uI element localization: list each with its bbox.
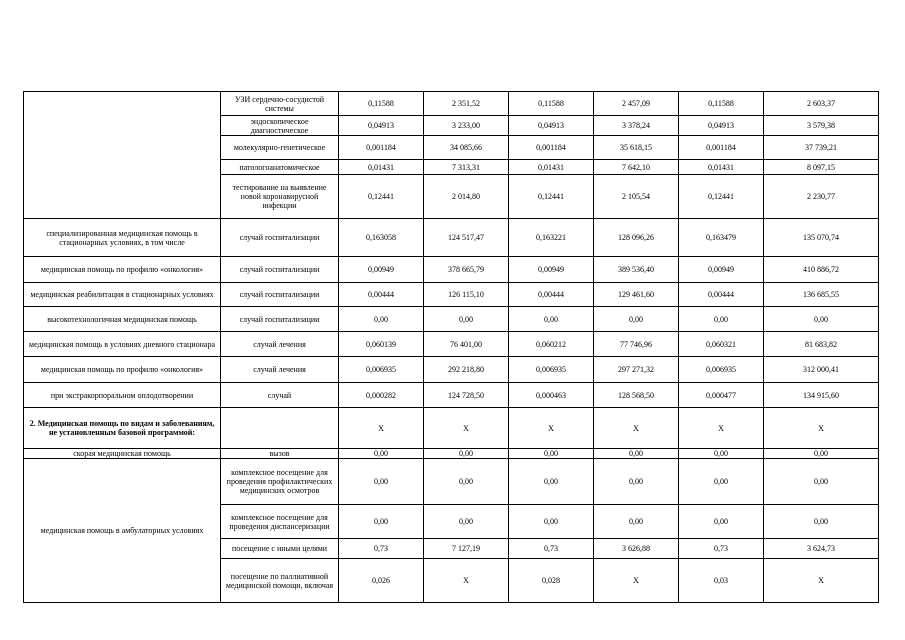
unit-cell: посещение по паллиативной медицинской помощи, включая bbox=[221, 559, 339, 603]
unit-cell: патологоанатомическое bbox=[221, 160, 339, 175]
table-row bbox=[24, 357, 879, 383]
medical-care-table bbox=[23, 91, 879, 603]
name-cell: медицинская помощь в амбулаторных условиях bbox=[24, 459, 221, 603]
value-cell: 0,006935 bbox=[509, 357, 594, 383]
value-cell: 0,00 bbox=[679, 459, 764, 505]
unit-cell: случай госпитализации bbox=[221, 219, 339, 257]
table-row bbox=[24, 257, 879, 283]
value-cell: 0,00 bbox=[509, 459, 594, 505]
table-row bbox=[24, 459, 879, 505]
value-cell: 0,12441 bbox=[339, 175, 424, 219]
value-cell: 8 097,15 bbox=[764, 160, 879, 175]
value-cell: 2 351,52 bbox=[424, 92, 509, 116]
value-cell: 0,11588 bbox=[509, 92, 594, 116]
name-cell: медицинская помощь в условиях дневного стационара bbox=[24, 332, 221, 357]
value-cell: 3 624,73 bbox=[764, 539, 879, 559]
value-cell: 0,00 bbox=[424, 459, 509, 505]
value-cell: X bbox=[594, 559, 679, 603]
value-cell: 0,00 bbox=[594, 459, 679, 505]
value-cell: 297 271,32 bbox=[594, 357, 679, 383]
value-cell: X bbox=[424, 408, 509, 449]
value-cell: 0,01431 bbox=[679, 160, 764, 175]
value-cell: 134 915,60 bbox=[764, 383, 879, 408]
name-cell bbox=[24, 92, 221, 219]
value-cell: 7 313,31 bbox=[424, 160, 509, 175]
value-cell: 0,000477 bbox=[679, 383, 764, 408]
value-cell: 0,000463 bbox=[509, 383, 594, 408]
value-cell: 0,01431 bbox=[509, 160, 594, 175]
table-row bbox=[24, 219, 879, 257]
value-cell: 378 665,79 bbox=[424, 257, 509, 283]
value-cell: 0,11588 bbox=[339, 92, 424, 116]
value-cell: 3 626,88 bbox=[594, 539, 679, 559]
value-cell: 0,00 bbox=[339, 449, 424, 459]
unit-cell: случай bbox=[221, 383, 339, 408]
value-cell: 136 685,55 bbox=[764, 283, 879, 307]
name-cell: медицинская помощь по профилю «онкология» bbox=[24, 257, 221, 283]
unit-cell: комплексное посещение для проведения профилактических медицинских осмотров bbox=[221, 459, 339, 505]
value-cell: 0,11588 bbox=[679, 92, 764, 116]
value-cell: X bbox=[339, 408, 424, 449]
name-cell: медицинская помощь по профилю «онкология» bbox=[24, 357, 221, 383]
value-cell: 0,001184 bbox=[679, 136, 764, 160]
value-cell: 128 096,26 bbox=[594, 219, 679, 257]
value-cell: 35 618,15 bbox=[594, 136, 679, 160]
value-cell: 0,060321 bbox=[679, 332, 764, 357]
table-row bbox=[24, 449, 879, 459]
value-cell: 2 014,80 bbox=[424, 175, 509, 219]
value-cell: 0,060212 bbox=[509, 332, 594, 357]
value-cell: 77 746,96 bbox=[594, 332, 679, 357]
value-cell: 37 739,21 bbox=[764, 136, 879, 160]
table-body bbox=[24, 92, 879, 603]
name-cell: специализированная медицинская помощь в стационарных условиях, в том числе bbox=[24, 219, 221, 257]
unit-cell: вызов bbox=[221, 449, 339, 459]
value-cell: 126 115,10 bbox=[424, 283, 509, 307]
value-cell: 0,00 bbox=[594, 449, 679, 459]
value-cell: 0,000282 bbox=[339, 383, 424, 408]
table-row bbox=[24, 283, 879, 307]
value-cell: 128 568,50 bbox=[594, 383, 679, 408]
unit-cell: случай госпитализации bbox=[221, 283, 339, 307]
unit-cell: тестирование на выявление новой коронавирусной инфекции bbox=[221, 175, 339, 219]
value-cell: 0,00 bbox=[764, 449, 879, 459]
value-cell: 0,12441 bbox=[509, 175, 594, 219]
value-cell: 0,00 bbox=[339, 459, 424, 505]
value-cell: 0,060139 bbox=[339, 332, 424, 357]
value-cell: 0,73 bbox=[509, 539, 594, 559]
value-cell: 2 230,77 bbox=[764, 175, 879, 219]
value-cell: 81 683,82 bbox=[764, 332, 879, 357]
unit-cell: случай лечения bbox=[221, 357, 339, 383]
value-cell: 129 461,60 bbox=[594, 283, 679, 307]
value-cell: 312 000,41 bbox=[764, 357, 879, 383]
value-cell: 0,00444 bbox=[509, 283, 594, 307]
value-cell: 0,73 bbox=[679, 539, 764, 559]
value-cell: 0,00 bbox=[679, 505, 764, 539]
value-cell: 0,04913 bbox=[339, 116, 424, 136]
table-row bbox=[24, 307, 879, 332]
value-cell: 0,00 bbox=[424, 505, 509, 539]
value-cell: 3 233,00 bbox=[424, 116, 509, 136]
value-cell: 0,00444 bbox=[339, 283, 424, 307]
value-cell: 0,00949 bbox=[339, 257, 424, 283]
value-cell: 0,00 bbox=[339, 307, 424, 332]
value-cell: 0,73 bbox=[339, 539, 424, 559]
unit-cell: случай госпитализации bbox=[221, 307, 339, 332]
value-cell: 0,028 bbox=[509, 559, 594, 603]
table-row bbox=[24, 92, 879, 116]
value-cell: 0,00 bbox=[509, 449, 594, 459]
value-cell: 0,006935 bbox=[679, 357, 764, 383]
value-cell: 124 517,47 bbox=[424, 219, 509, 257]
value-cell: 0,00 bbox=[764, 459, 879, 505]
name-cell: медицинская реабилитация в стационарных условиях bbox=[24, 283, 221, 307]
value-cell: X bbox=[594, 408, 679, 449]
value-cell: 0,00444 bbox=[679, 283, 764, 307]
unit-cell bbox=[221, 408, 339, 449]
unit-cell: эндоскопическое диагностическое bbox=[221, 116, 339, 136]
unit-cell: посещение с иными целями bbox=[221, 539, 339, 559]
value-cell: 2 457,09 bbox=[594, 92, 679, 116]
value-cell: 0,01431 bbox=[339, 160, 424, 175]
value-cell: 0,00949 bbox=[679, 257, 764, 283]
value-cell: 0,001184 bbox=[339, 136, 424, 160]
value-cell: 292 218,80 bbox=[424, 357, 509, 383]
value-cell: 0,001184 bbox=[509, 136, 594, 160]
value-cell: 0,00 bbox=[424, 449, 509, 459]
value-cell: X bbox=[509, 408, 594, 449]
value-cell: 0,00 bbox=[679, 449, 764, 459]
unit-cell: случай госпитализации bbox=[221, 257, 339, 283]
value-cell: 3 378,24 bbox=[594, 116, 679, 136]
value-cell: 76 401,00 bbox=[424, 332, 509, 357]
table-row bbox=[24, 408, 879, 449]
unit-cell: комплексное посещение для проведения диспансеризации bbox=[221, 505, 339, 539]
value-cell: 124 728,50 bbox=[424, 383, 509, 408]
table-row bbox=[24, 383, 879, 408]
value-cell: 0,12441 bbox=[679, 175, 764, 219]
value-cell: 0,04913 bbox=[679, 116, 764, 136]
value-cell: X bbox=[764, 408, 879, 449]
value-cell: 0,006935 bbox=[339, 357, 424, 383]
value-cell: 0,163479 bbox=[679, 219, 764, 257]
value-cell: 0,03 bbox=[679, 559, 764, 603]
value-cell: 410 886,72 bbox=[764, 257, 879, 283]
value-cell: 0,00 bbox=[594, 505, 679, 539]
value-cell: 3 579,38 bbox=[764, 116, 879, 136]
unit-cell: УЗИ сердечно-сосудистой системы bbox=[221, 92, 339, 116]
value-cell: 0,00 bbox=[339, 505, 424, 539]
unit-cell: молекулярно-генетическое bbox=[221, 136, 339, 160]
value-cell: X bbox=[764, 559, 879, 603]
value-cell: 389 536,40 bbox=[594, 257, 679, 283]
value-cell: 0,00 bbox=[509, 307, 594, 332]
value-cell: X bbox=[424, 559, 509, 603]
name-cell: скорая медицинская помощь bbox=[24, 449, 221, 459]
name-cell: высокотехнологичная медицинская помощь bbox=[24, 307, 221, 332]
value-cell: 7 642,10 bbox=[594, 160, 679, 175]
value-cell: 0,163058 bbox=[339, 219, 424, 257]
value-cell: 2 603,37 bbox=[764, 92, 879, 116]
name-cell: при экстракорпоральном оплодотворении bbox=[24, 383, 221, 408]
value-cell: 135 070,74 bbox=[764, 219, 879, 257]
value-cell: 0,00 bbox=[424, 307, 509, 332]
value-cell: 0,00 bbox=[764, 505, 879, 539]
name-cell: 2. Медицинская помощь по видам и заболеваниям, не установленным базовой программой: bbox=[24, 408, 221, 449]
value-cell: 0,00 bbox=[764, 307, 879, 332]
value-cell: 0,00 bbox=[594, 307, 679, 332]
value-cell: 2 105,54 bbox=[594, 175, 679, 219]
value-cell: 0,00 bbox=[679, 307, 764, 332]
value-cell: X bbox=[679, 408, 764, 449]
value-cell: 0,04913 bbox=[509, 116, 594, 136]
table-row bbox=[24, 332, 879, 357]
value-cell: 0,163221 bbox=[509, 219, 594, 257]
value-cell: 34 085,66 bbox=[424, 136, 509, 160]
value-cell: 0,00949 bbox=[509, 257, 594, 283]
value-cell: 0,026 bbox=[339, 559, 424, 603]
value-cell: 0,00 bbox=[509, 505, 594, 539]
value-cell: 7 127,19 bbox=[424, 539, 509, 559]
unit-cell: случай лечения bbox=[221, 332, 339, 357]
